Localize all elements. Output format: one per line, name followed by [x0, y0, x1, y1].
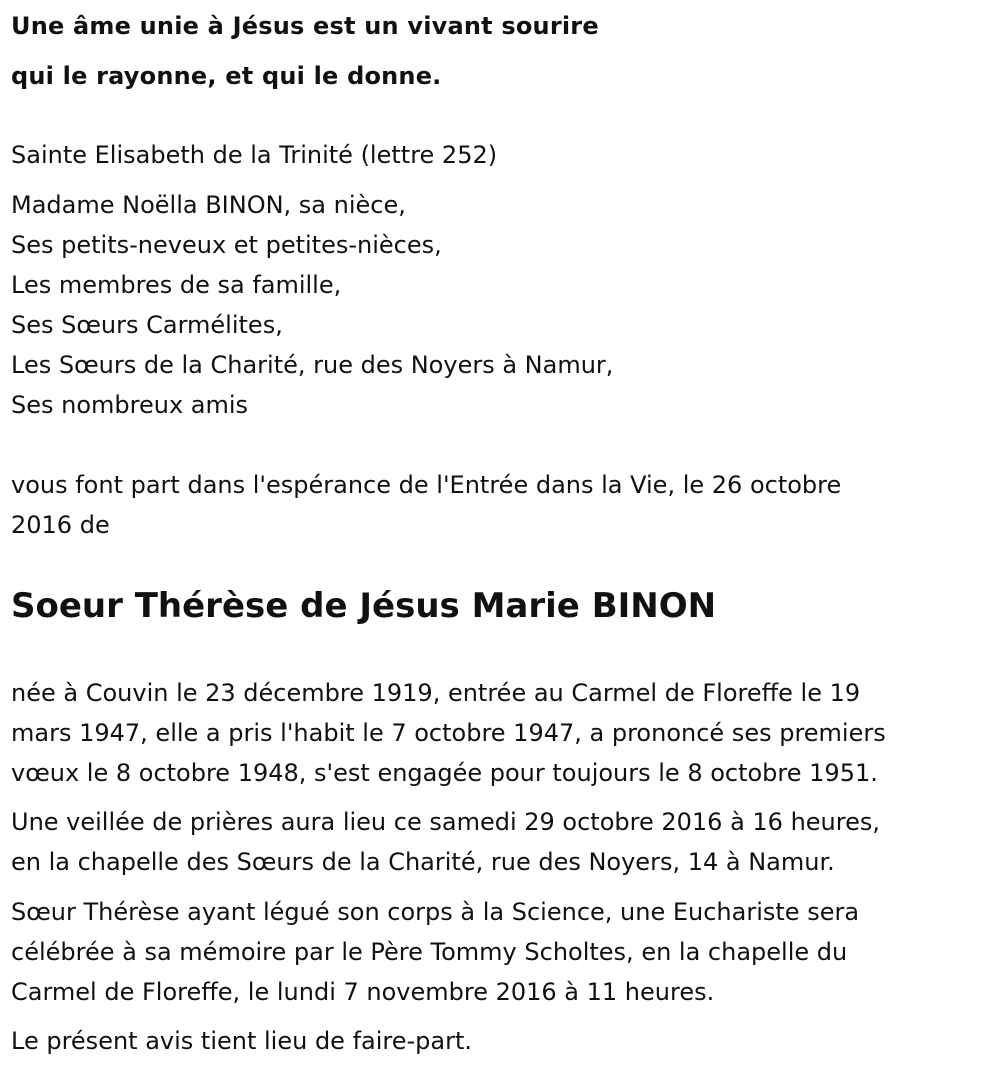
family-line: Ses Sœurs Carmélites, [11, 311, 283, 339]
quote-attribution: Sainte Elisabeth de la Trinité (lettre 252) [11, 141, 498, 169]
vigil-line: Une veillée de prières aura lieu ce samedi 29 octobre 2016 à 16 heures, [11, 808, 880, 836]
family-line: Ses petits-neveux et petites-nièces, [11, 231, 442, 259]
family-line: Les membres de sa famille, [11, 271, 342, 299]
biography-line: née à Couvin le 23 décembre 1919, entrée au Carmel de Floreffe le 19 [11, 679, 861, 707]
family-line: Les Sœurs de la Charité, rue des Noyers à Namur, [11, 351, 614, 379]
closing-note: Le présent avis tient lieu de faire-part. [11, 1027, 473, 1055]
deceased-name: Soeur Thérèse de Jésus Marie BINON [11, 586, 717, 626]
quote-line-1: Une âme unie à Jésus est un vivant sourire [11, 12, 599, 40]
family-line: Madame Noëlla BINON, sa nièce, [11, 191, 406, 219]
announcement-line-2: 2016 de [11, 511, 110, 539]
quote-line-2: qui le rayonne, et qui le donne. [11, 62, 442, 90]
eucharist-line: Carmel de Floreffe, le lundi 7 novembre 2016 à 11 heures. [11, 978, 715, 1006]
eucharist-line: célébrée à sa mémoire par le Père Tommy Scholtes, en la chapelle du [11, 938, 848, 966]
eucharist-line: Sœur Thérèse ayant légué son corps à la Science, une Euchariste sera [11, 898, 860, 926]
biography-line: mars 1947, elle a pris l'habit le 7 octobre 1947, a prononcé ses premiers [11, 719, 886, 747]
announcement-line-1: vous font part dans l'espérance de l'Entrée dans la Vie, le 26 octobre [11, 471, 842, 499]
family-line: Ses nombreux amis [11, 391, 249, 419]
vigil-line: en la chapelle des Sœurs de la Charité, rue des Noyers, 14 à Namur. [11, 848, 835, 876]
biography-line: vœux le 8 octobre 1948, s'est engagée pour toujours le 8 octobre 1951. [11, 759, 878, 787]
